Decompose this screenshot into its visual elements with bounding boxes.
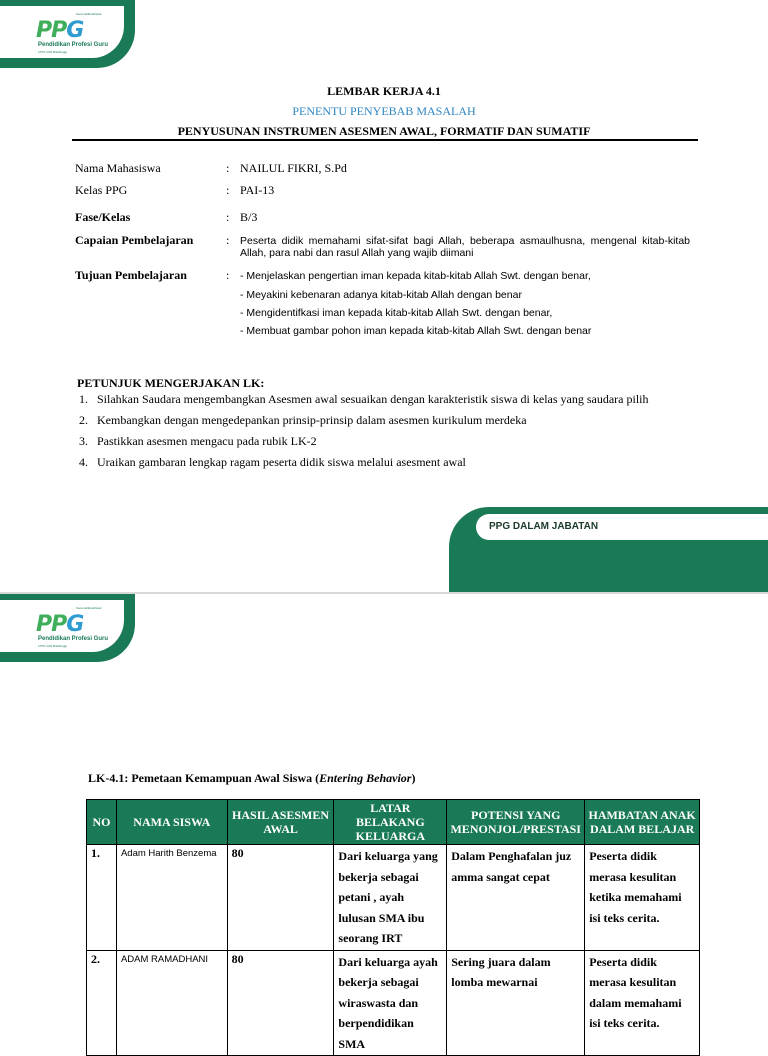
nama-label: Nama Mahasiswa bbox=[75, 161, 161, 175]
fase-value: B/3 bbox=[240, 210, 258, 224]
list-item: 4. Uraikan gambaran lengkap ragam peserta didik siswa melalui asesment awal bbox=[79, 455, 466, 469]
nama-value: NAILUL FIKRI, S.Pd bbox=[240, 161, 347, 175]
colon: : bbox=[226, 268, 230, 282]
header-no: NO bbox=[87, 800, 117, 845]
ppg-logo: PPG bbox=[36, 612, 84, 637]
list-item: 2. Kembangkan dengan mengedepankan prinsip-prinsip dalam asesmen kurikulum merdeka bbox=[79, 413, 527, 427]
logo-plate bbox=[0, 600, 124, 652]
row-hambatan: Peserta didik merasa kesulitan dalam memahami isi teks cerita. bbox=[585, 950, 700, 1056]
kelas-value: PAI-13 bbox=[240, 183, 275, 197]
fase-label: Fase/Kelas bbox=[75, 210, 131, 224]
row-latar: Dari keluarga ayah bekerja sebagai wiraswasta dan berpendidikan SMA bbox=[334, 950, 447, 1056]
header-nama: NAMA SISWA bbox=[116, 800, 227, 845]
logo-subtitle: Pendidikan Profesi Guru bbox=[38, 42, 109, 48]
header-hasil: HASIL ASESMEN AWAL bbox=[227, 800, 334, 845]
tujuan-row bbox=[75, 268, 675, 348]
ppg-logo: PPG bbox=[36, 18, 84, 43]
document-heading: PENYUSUNAN INSTRUMEN ASESMEN AWAL, FORMATIF DAN SUMATIF bbox=[177, 124, 591, 138]
colon: : bbox=[226, 210, 230, 224]
footer-banner-label: PPG DALAM JABATAN bbox=[489, 521, 599, 532]
colon: : bbox=[226, 183, 230, 197]
tujuan-item: - Mengidentifkasi iman kepada kitab-kitab Allah Swt. dengan benar, bbox=[240, 307, 553, 319]
header-divider bbox=[72, 139, 698, 141]
row-hasil: 80 bbox=[227, 950, 334, 1056]
capaian-value: Peserta didik memahami sifat-sifat bagi Allah, beberapa asmaulhusna, mengenal kitab-kitab Allah, para nabi dan rasul Allah yang wajib diimani bbox=[240, 235, 690, 259]
row-potensi: Sering juara dalam lomba mewarnai bbox=[447, 950, 585, 1056]
page-2 bbox=[0, 594, 768, 1051]
header-latar: LATAR BELAKANG KELUARGA bbox=[334, 800, 447, 845]
colon: : bbox=[226, 161, 230, 175]
row-hambatan: Peserta didik merasa kesulitan ketika memahami isi teks cerita. bbox=[585, 845, 700, 951]
row-hasil: 80 bbox=[227, 845, 334, 951]
tujuan-item: - Meyakini kebenaran adanya kitab-kitab Allah dengan benar bbox=[240, 289, 522, 301]
entering-behavior-table bbox=[86, 799, 700, 1056]
tujuan-label: Tujuan Pembelajaran bbox=[75, 268, 187, 282]
row-no: 2. bbox=[87, 950, 117, 1056]
header-potensi: POTENSI YANG MENONJOL/PRESTASI bbox=[447, 800, 585, 845]
document-subtitle: PENENTU PENYEBAB MASALAH bbox=[292, 104, 476, 118]
petunjuk-list bbox=[77, 392, 649, 476]
colon: : bbox=[226, 233, 230, 247]
kelas-label: Kelas PPG bbox=[75, 183, 128, 197]
logo-banner bbox=[0, 594, 135, 662]
row-nama: ADAM RAMADHANI bbox=[116, 950, 227, 1056]
logo-caption: Kemendikbudristek bbox=[76, 12, 102, 16]
logo-caption: Kemendikbudristek bbox=[76, 606, 102, 610]
lk-title: LK-4.1: Pemetaan Kemampuan Awal Siswa (Entering Behavior) bbox=[88, 771, 416, 785]
logo-subtitle: Pendidikan Profesi Guru bbox=[38, 636, 109, 642]
tujuan-item: - Membuat gambar pohon iman kepada kitab-kitab Allah Swt. dengan benar bbox=[240, 325, 592, 337]
petunjuk-heading: PETUNJUK MENGERJAKAN LK: bbox=[77, 376, 265, 390]
table-row bbox=[87, 845, 700, 951]
logo-banner bbox=[0, 0, 135, 68]
row-nama: Adam Harith Benzema bbox=[116, 845, 227, 951]
table-row bbox=[87, 950, 700, 1056]
logo-tagline: LPTK IAIN Bukittinggi bbox=[38, 50, 67, 54]
tujuan-item: - Menjelaskan pengertian iman kepada kitab-kitab Allah Swt. dengan benar, bbox=[240, 270, 591, 282]
capaian-label: Capaian Pembelajaran bbox=[75, 233, 194, 247]
row-potensi: Dalam Penghafalan juz amma sangat cepat bbox=[447, 845, 585, 951]
row-no: 1. bbox=[87, 845, 117, 951]
list-item: 3. Pastikkan asesmen mengacu pada rubik LK-2 bbox=[79, 434, 317, 448]
logo-tagline: LPTK IAIN Bukittinggi bbox=[38, 644, 67, 648]
table-header-row bbox=[87, 800, 700, 845]
list-item: 1. Silahkan Saudara mengembangkan Asesmen awal sesuaikan dengan karakteristik siswa di kelas yang saudara pilih bbox=[79, 392, 649, 406]
document-title: LEMBAR KERJA 4.1 bbox=[327, 84, 441, 98]
header-hambatan: HAMBATAN ANAK DALAM BELAJAR bbox=[585, 800, 700, 845]
row-latar: Dari keluarga yang bekerja sebagai petani , ayah lulusan SMA ibu seorang IRT bbox=[334, 845, 447, 951]
logo-plate bbox=[0, 6, 124, 58]
